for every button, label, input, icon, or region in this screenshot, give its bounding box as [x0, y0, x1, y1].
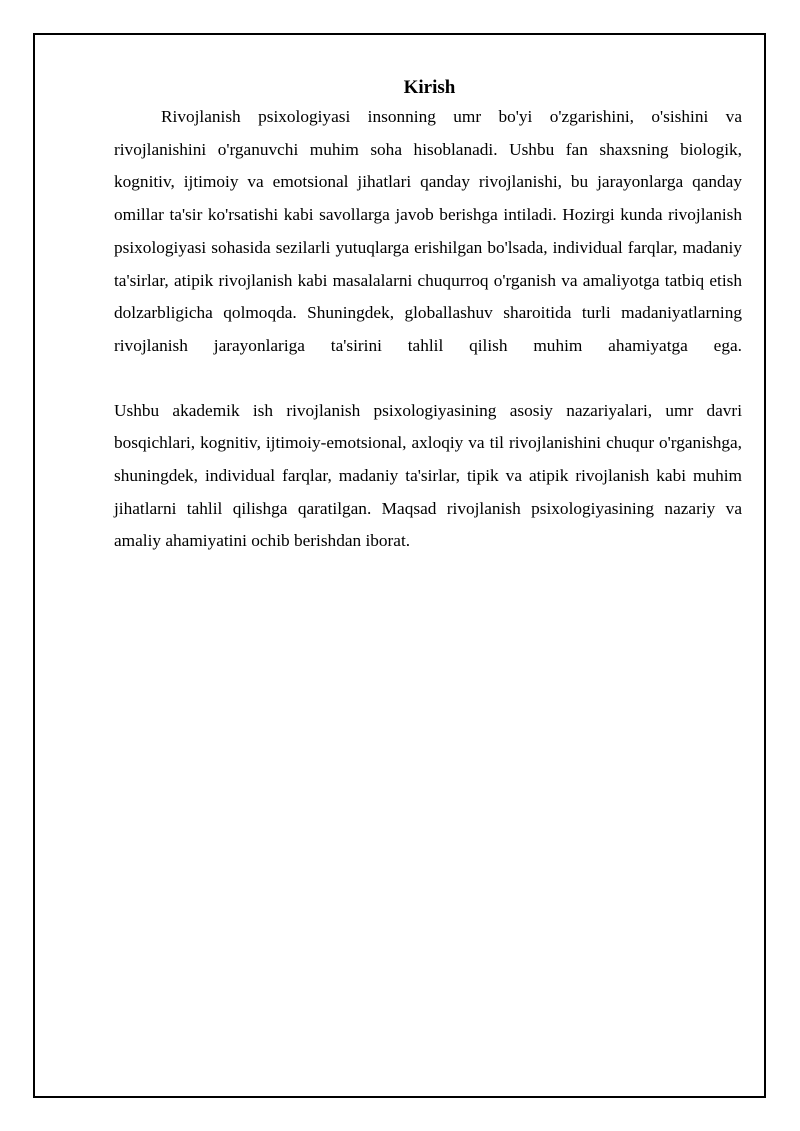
paragraph-intro: Rivojlanish psixologiyasi insonning umr bo'yi o'zgarishini, o'sishini va rivojlanishini o'rganuvchi muhim soha hisoblanadi. Ushbu fan shaxsning biologik, kognitiv, ijtimoiy va emotsional jihatlari qanday rivojlanishi, bu jarayonlarga qanday omillar ta'sir ko'rsatishi kabi savollarga javob berishga intiladi. Hozirgi kunda rivojlanish psixologiyasi sohasida sezilarli yutuqlarga erishilgan bo'lsada, individual farqlar, madaniy ta'sirlar, atipik rivojlanish kabi masalalarni chuqurroq o'rganish va amaliyotga tatbiq etish dolzarbligicha qolmoqda. Shuningdek, globallashuv sharoitida turli madaniyatlarning rivojlanish jarayonlariga ta'sirini tahlil qilish muhim ahamiyatga ega.	[114, 107, 742, 355]
document-body	[114, 76, 742, 558]
paragraph-spacer	[114, 363, 742, 395]
section-heading: Kirish	[403, 77, 456, 98]
paragraph-aim: Ushbu akademik ish rivojlanish psixologiyasining asosiy nazariyalari, umr davri bosqichlari, kognitiv, ijtimoiy-emotsional, axloqiy va til rivojlanishini chuqur o'rganishga, shuningdek, individual farqlar, madaniy ta'sirlar, tipik va atipik rivojlanish kabi muhim jihatlarni tahlil qilishga qaratilgan. Maqsad rivojlanish psixologiyasining nazariy va amaliy ahamiyatini ochib berishdan iborat.	[114, 400, 742, 551]
